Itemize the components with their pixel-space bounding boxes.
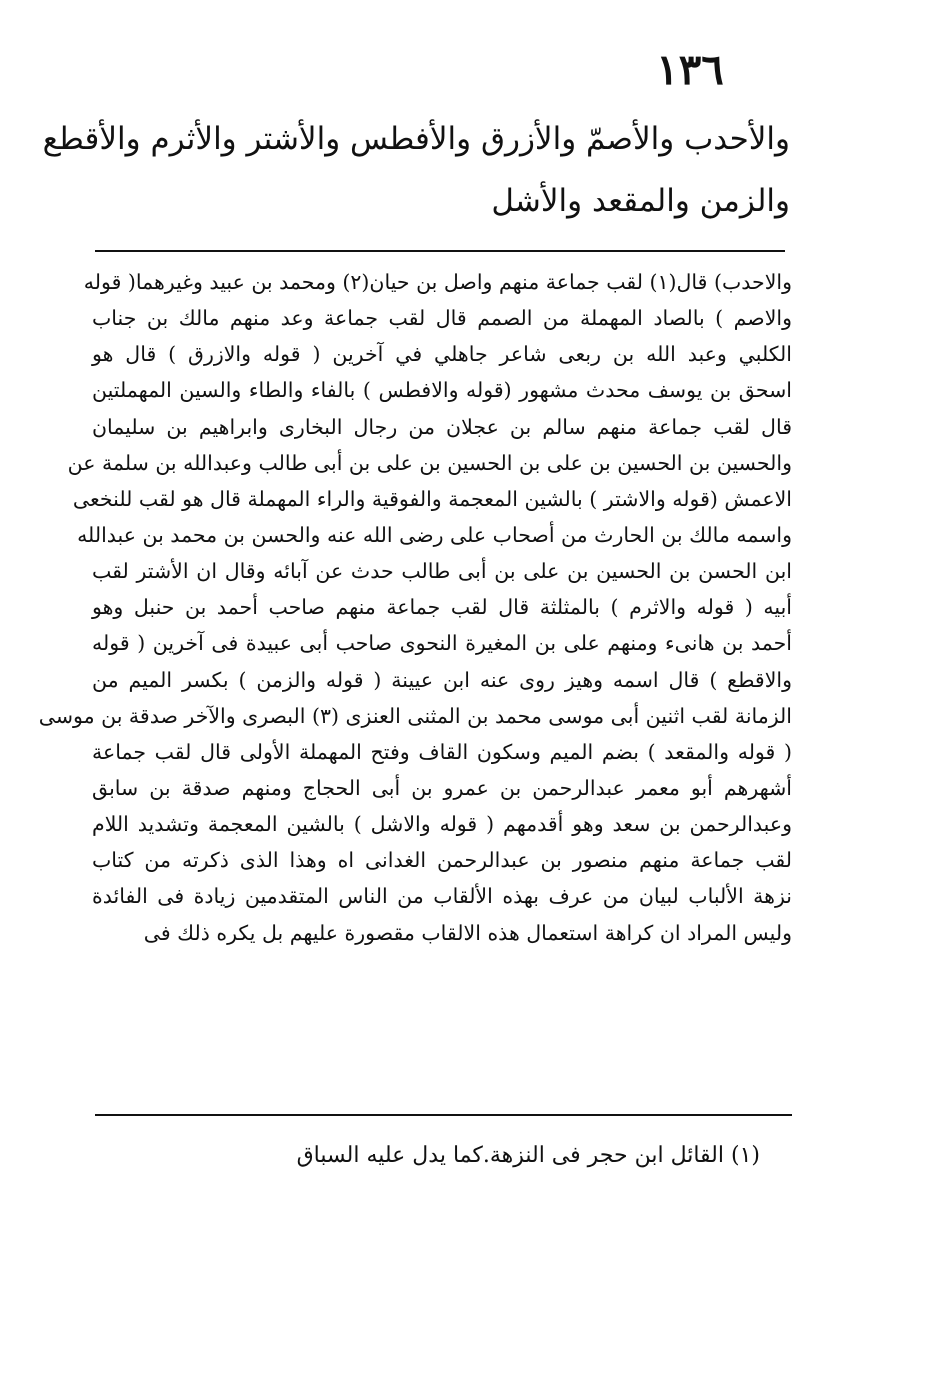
footnote-divider (95, 1114, 792, 1116)
commentary-line: لقب جماعة منهم منصور بن عبدالرحمن الغدانى اه وهذا الذى ذكرته من كتاب (92, 848, 792, 873)
commentary-line: أحمد بن هانىء ومنهم على بن المغيرة النحوى صاحب أبى عبيدة فى آخرين ( قوله (92, 631, 792, 656)
commentary-line: والاصم ) بالصاد المهملة من الصمم قال لقب جماعة وعد منهم مالك بن جناب (92, 306, 792, 331)
top-divider (95, 250, 785, 252)
commentary-line: قال لقب جماعة منهم سالم بن عجلان من رجال البخارى وابراهيم بن سليمان (92, 414, 792, 439)
main-text-line: والأحدب والأصمّ والأزرق والأفطس والأشتر والأثرم والأقطع (42, 121, 790, 157)
footnote: (١) القائل ابن حجر فى النزهة.كما يدل عليه السباق (296, 1143, 760, 1168)
commentary-line: اسحق بن يوسف محدث مشهور (قوله والافطس ) بالفاء والطاء والسين المهملتين (92, 378, 792, 403)
commentary-line: الزمانة لقب اثنين أبى موسى محمد بن المثنى العنزى (٣) البصرى والآخر صدقة بن موسى (38, 703, 792, 728)
commentary-line: وعبدالرحمن بن سعد وهو أقدمهم ( قوله والاشل ) بالشين المعجمة وتشديد اللام (92, 812, 792, 837)
main-text-line: والزمن والمقعد والأشل (491, 183, 790, 219)
commentary-line: أبيه ( قوله والاثرم ) بالمثلثة قال لقب جماعة منهم صاحب أحمد بن حنبل وهو (92, 595, 792, 620)
main-text (42, 108, 790, 232)
commentary-line: والحسين بن الحسين بن على بن الحسين بن على بن أبى طالب وعبدالله بن سلمة عن (67, 450, 792, 475)
commentary-line: نزهة الألباب لبيان من عرف بهذه الألقاب من الناس المتقدمين زيادة فى الفائدة (92, 884, 792, 909)
commentary-block (38, 264, 792, 951)
commentary-line: ( قوله والمقعد ) بضم الميم وسكون القاف وفتح المهملة الأولى قال لقب جماعة (92, 739, 792, 764)
commentary-line: والاحدب) قال(١) لقب جماعة منهم واصل بن حيان(٢) ومحمد بن عبيد وغيرهما( قوله (83, 270, 792, 294)
commentary-line: واسمه مالك بن الحارث من أصحاب على رضى الله عنه والحسن بن محمد بن عبدالله (77, 522, 792, 547)
commentary-line: أشهرهم أبو معمر عبدالرحمن بن عمرو بن أبى الحجاج ومنهم صدقة بن سابق (92, 775, 792, 800)
commentary-line: الكلبي وعبد الله بن ربعى شاعر جاهلي في آخرين ( قوله والازرق ) قال هو (92, 342, 792, 367)
commentary-line: وليس المراد ان كراهة استعمال هذه الالقاب مقصورة عليهم بل يكره ذلك فى (143, 920, 792, 945)
commentary-line: ابن الحسن بن الحسين بن على بن أبى طالب حدث عن آبائه وقال ان الأشتر لقب (92, 559, 792, 584)
page-number: ١٣٦ (656, 45, 724, 94)
commentary-line: والاقطع ) قال اسمه وهيز روى عنه ابن عيينة ( قوله والزمن ) بكسر الميم من (92, 667, 792, 692)
commentary-line: الاعمش (قوله والاشتر ) بالشين المعجمة والفوقية والراء المهملة قال هو لقب للنخعى (72, 486, 792, 511)
